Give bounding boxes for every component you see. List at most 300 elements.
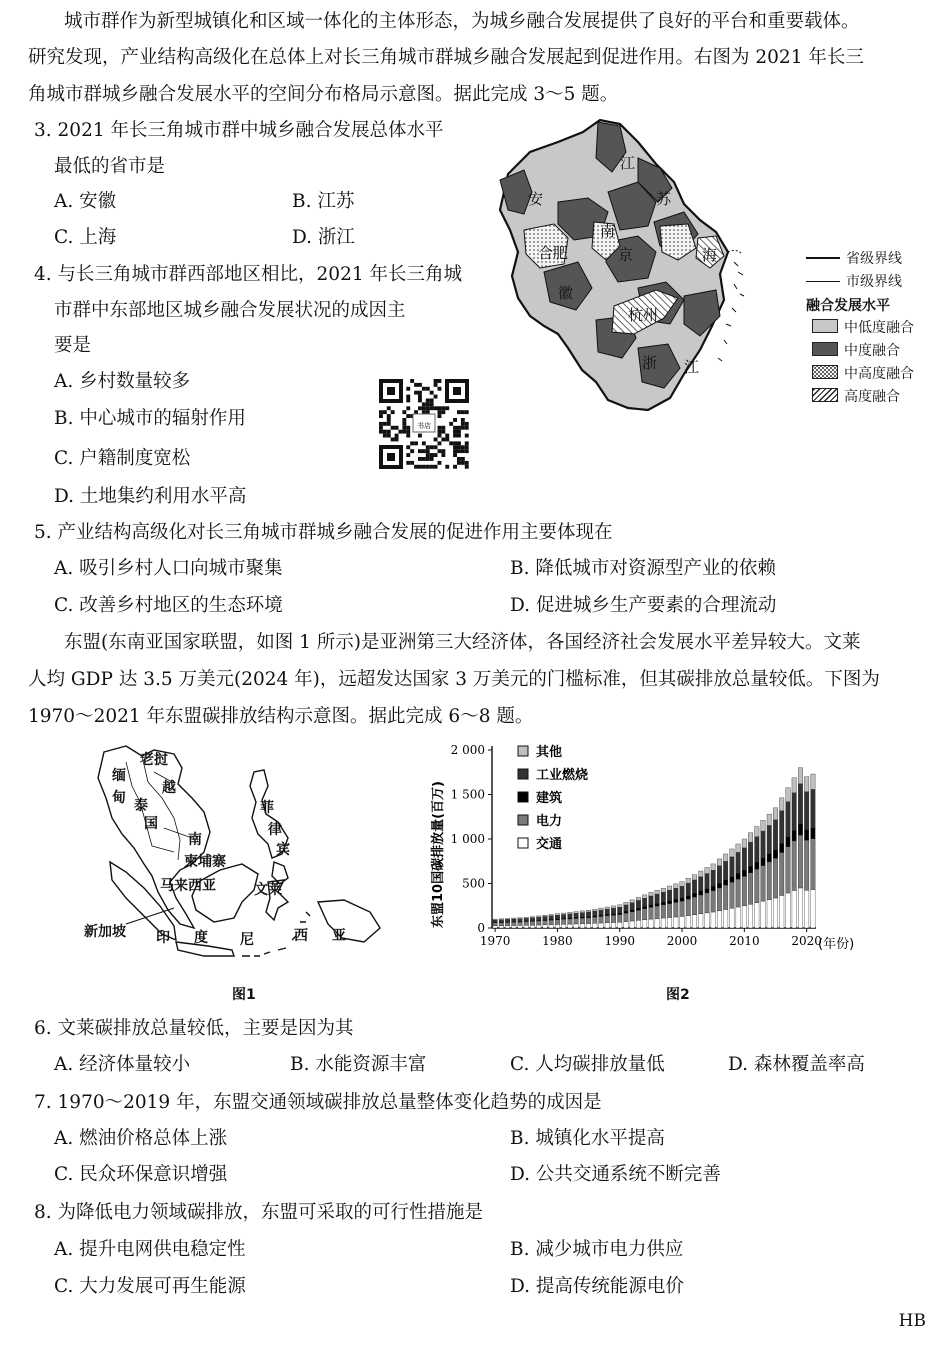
chart-bar-segment [755, 837, 759, 862]
q4-option-d[interactable]: D. 土地集约利用水平高 [54, 486, 247, 507]
chart-bar-segment [698, 895, 702, 914]
chart-bar-segment [599, 916, 603, 923]
chart-bar-segment [605, 916, 609, 923]
intro2-line-3: 1970～2021 年东盟碳排放结构示意图。据此完成 6～8 题。 [28, 706, 534, 727]
q5-option-b[interactable]: B. 降低城市对资源型产业的依赖 [510, 558, 776, 579]
figure2-caption: 图2 [666, 987, 690, 1003]
chart-bar-segment [593, 909, 597, 911]
chart-bar-segment [717, 911, 721, 928]
chart-bar-segment [742, 839, 746, 848]
chart-bar-segment [717, 859, 721, 866]
chart-bar-segment [723, 885, 727, 909]
chart-bar-segment [792, 841, 796, 891]
chart-bar-segment [611, 922, 615, 928]
chart-bar-segment [499, 926, 503, 928]
chart-bar-segment [705, 867, 709, 873]
map-label-jiang2: 江 [684, 358, 700, 376]
chart-bar-segment [561, 915, 565, 919]
chart-bar-segment [549, 914, 553, 915]
chart-bar-segment [730, 877, 734, 883]
chart-bar-segment [617, 907, 621, 913]
chart-bar-segment [586, 924, 590, 928]
chart-bar-segment [748, 833, 752, 843]
chart-bar-segment [611, 906, 615, 908]
chart-bar-segment [792, 778, 796, 793]
chart-bar-segment [642, 920, 646, 928]
chart-bar-segment [624, 905, 628, 911]
chart-bar-segment [730, 908, 734, 928]
chart-bar-segment [580, 913, 584, 917]
chart-bar-segment [661, 892, 665, 902]
asean-label-nan: 南 [188, 832, 202, 848]
chart-bar-segment [680, 901, 684, 916]
chart-legend-label: 电力 [536, 814, 563, 829]
chart-bar-segment [555, 924, 559, 928]
chart-legend-label: 工业燃烧 [536, 768, 589, 783]
chart-bar-segment [518, 922, 522, 925]
map-label-nan: 南 [600, 222, 616, 240]
chart-legend-swatch [518, 792, 528, 802]
chart-bar-segment [723, 909, 727, 928]
asean-label-laos: 老挝 [140, 752, 168, 768]
chart-bar-segment [593, 911, 597, 916]
chart-bar-segment [811, 828, 815, 839]
asean-label-lv: 律 [268, 822, 282, 838]
chart-bar-segment [692, 897, 696, 915]
chart-bar-segment [599, 910, 603, 915]
chart-bar-segment [698, 891, 702, 895]
chart-legend-swatch [518, 746, 528, 756]
map-label-hui: 徽 [558, 284, 574, 302]
q6-stem: 6. 文莱碳排放总量较低，主要是因为其 [34, 1018, 354, 1039]
chart-bar-segment [730, 857, 734, 877]
chart-bar-segment [717, 866, 721, 883]
chart-bar-segment [742, 848, 746, 870]
chart-bar-segment [642, 898, 646, 906]
chart-bar-segment [655, 919, 659, 928]
chart-bar-segment [811, 890, 815, 928]
chart-bar-segment [605, 923, 609, 928]
chart-bar-segment [580, 917, 584, 918]
chart-bar-segment [493, 923, 497, 926]
q6-option-a[interactable]: A. 经济体量较小 [54, 1054, 191, 1075]
chart-bar-segment [617, 913, 621, 915]
chart-bar-segment [624, 911, 628, 913]
q4-option-c[interactable]: C. 户籍制度宽松 [54, 448, 191, 469]
chart-bar-segment [705, 893, 709, 913]
chart-bar-segment [773, 850, 777, 858]
chart-bar-segment [611, 914, 615, 916]
chart-bar-segment [505, 918, 509, 919]
chart-bar-segment [674, 888, 678, 899]
chart-bar-segment [549, 916, 553, 919]
q4-stem-1: 4. 与长三角城市群西部地区相比，2021 年长三角城 [34, 264, 462, 285]
chart-bar-segment [505, 919, 509, 921]
chart-bar-segment [811, 839, 815, 890]
chart-x-tick-label: 1990 [604, 934, 636, 948]
q6-option-d[interactable]: D. 森林覆盖率高 [728, 1054, 865, 1075]
map-label-an: 安 [528, 190, 544, 208]
chart-bar-segment [667, 904, 671, 918]
chart-bar-segment [804, 840, 808, 890]
chart-bar-segment [661, 902, 665, 905]
chart-bar-segment [711, 864, 715, 870]
chart-bar-segment [580, 918, 584, 924]
chart-bar-segment [574, 912, 578, 914]
chart-bar-segment [711, 870, 715, 886]
chart-bar-segment [512, 922, 516, 925]
asean-label-bin: 宾 [276, 842, 290, 858]
chart-x-tick-label: 2020 [791, 934, 822, 948]
chart-bar-segment [692, 915, 696, 928]
chart-bar-segment [692, 880, 696, 893]
chart-bar-segment [636, 900, 640, 908]
chart-bar-segment [680, 916, 684, 928]
chart-bar-segment [493, 926, 497, 928]
chart-bar-segment [580, 911, 584, 913]
q7-option-b[interactable]: B. 城镇化水平提高 [510, 1128, 665, 1149]
chart-bar-segment [773, 858, 777, 898]
q8-option-b[interactable]: B. 减少城市电力供应 [510, 1239, 684, 1260]
chart-bar-segment [798, 768, 802, 784]
chart-bar-segment [536, 917, 540, 920]
chart-bar-segment [717, 888, 721, 911]
chart-bar-segment [524, 922, 528, 926]
chart-bar-segment [667, 890, 671, 901]
chart-bar-segment [642, 909, 646, 920]
chart-bar-segment [736, 852, 740, 873]
q8-option-a[interactable]: A. 提升电网供电稳定性 [54, 1239, 246, 1260]
chart-bar-segment [505, 922, 509, 925]
chart-bar-segment [636, 920, 640, 928]
legend-level-3: 中高度融合 [812, 364, 914, 384]
chart-bar-segment [804, 792, 808, 830]
chart-y-tick-label: 500 [462, 876, 485, 891]
chart-bar-segment [717, 883, 721, 888]
asean-label-guo: 国 [144, 816, 158, 832]
map-label-hai: 海 [702, 246, 718, 264]
chart-bar-segment [568, 914, 572, 918]
legend-title: 融合发展水平 [806, 298, 890, 314]
chart-y-tick-label: 1 500 [450, 787, 485, 802]
q5-option-c[interactable]: C. 改善乡村地区的生态环境 [54, 595, 283, 616]
asean-label-yin: 印 [156, 930, 170, 946]
chart-bar-segment [692, 875, 696, 880]
chart-bar-segment [568, 924, 572, 928]
q8-option-d[interactable]: D. 提高传统能源电价 [510, 1276, 684, 1297]
footer-code: HB [898, 1311, 926, 1331]
chart-bar-segment [730, 882, 734, 908]
chart-bar-segment [611, 908, 615, 914]
q4-stem-3: 要是 [54, 335, 92, 356]
chart-bar-segment [661, 905, 665, 918]
asean-label-singapore: 新加坡 [84, 924, 126, 940]
q4-option-b[interactable]: B. 中心城市的辐射作用 [54, 408, 246, 429]
chart-bar-segment [730, 849, 734, 857]
chart-bar-segment [711, 891, 715, 912]
chart-bar-segment [667, 886, 671, 890]
chart-bar-segment [786, 847, 790, 893]
chart-bar-segment [617, 905, 621, 907]
chart-bar-segment [674, 899, 678, 902]
chart-bar-segment [536, 925, 540, 928]
chart-bar-segment [767, 814, 771, 825]
chart-bar-segment [711, 912, 715, 928]
chart-bar-segment [779, 895, 783, 928]
chart-bar-segment [798, 835, 802, 888]
chart-bar-segment [779, 798, 783, 811]
q8-stem: 8. 为降低电力领域碳排放，东盟可采取的可行性措施是 [34, 1202, 484, 1223]
q3-stem-1: 3. 2021 年长三角城市群中城乡融合发展总体水平 [34, 120, 444, 141]
chart-bar-segment [586, 918, 590, 924]
chart-bar-segment [705, 889, 709, 893]
chart-y-tick-label: 0 [477, 921, 485, 935]
qr-label: 书店 [417, 422, 431, 430]
yrd-map [488, 112, 780, 414]
chart-bar-segment [630, 900, 634, 903]
chart-bar-segment [655, 894, 659, 903]
q8-option-c[interactable]: C. 大力发展可再生能源 [54, 1276, 246, 1297]
chart-bar-segment [798, 888, 802, 928]
intro1-line-1: 城市群作为新型城镇化和区域一体化的主体形态，为城乡融合发展提供了良好的平台和重要载体。 [64, 11, 860, 32]
chart-bar-segment [642, 895, 646, 898]
chart-bar-segment [705, 913, 709, 928]
chart-bar-segment [773, 820, 777, 850]
q7-option-a[interactable]: A. 燃油价格总体上涨 [54, 1128, 228, 1149]
emission-chart [428, 738, 874, 974]
chart-bar-segment [605, 907, 609, 909]
q5-stem: 5. 产业结构高级化对长三角城市群城乡融合发展的促进作用主要体现在 [34, 522, 613, 543]
chart-bar-segment [748, 866, 752, 873]
chart-bar-segment [593, 917, 597, 923]
chart-bar-segment [686, 896, 690, 899]
q4-stem-2: 市群中东部地区城乡融合发展状况的成因主 [54, 300, 406, 321]
chart-bar-segment [811, 789, 815, 827]
chart-bar-segment [680, 886, 684, 898]
chart-bar-segment [748, 842, 752, 866]
chart-bar-segment [524, 917, 528, 918]
chart-bar-segment [630, 921, 634, 928]
chart-bar-segment [736, 873, 740, 879]
chart-bar-segment [499, 920, 503, 922]
chart-legend-label: 建筑 [536, 791, 563, 806]
chart-bar-segment [661, 918, 665, 928]
legend-level-2: 中度融合 [812, 341, 900, 361]
chart-bar-segment [755, 903, 759, 928]
chart-bar-segment [761, 820, 765, 831]
chart-bar-segment [792, 830, 796, 841]
chart-bar-segment [636, 897, 640, 900]
chart-y-tick-label: 2 000 [450, 743, 485, 757]
chart-bar-segment [804, 777, 808, 792]
chart-bar-segment [512, 926, 516, 928]
chart-bar-segment [698, 914, 702, 928]
chart-x-tick-label: 2010 [729, 934, 760, 948]
chart-bar-segment [811, 774, 815, 789]
asean-label-ni: 尼 [240, 932, 254, 948]
q7-option-c[interactable]: C. 民众环保意识增强 [54, 1164, 228, 1185]
chart-bar-segment [518, 918, 522, 919]
map-label-hefei: 合肥 [538, 244, 569, 262]
chart-bar-segment [761, 831, 765, 858]
chart-ylabel: 东盟10国碳排放量(百万) [431, 781, 446, 928]
chart-bar-segment [624, 913, 628, 921]
asean-label-tai: 泰 [134, 798, 148, 814]
chart-legend-label: 其他 [536, 745, 563, 760]
chart-bar-segment [786, 788, 790, 802]
asean-map [82, 742, 382, 970]
intro1-line-3: 角城市群城乡融合发展水平的空间分布格局示意图。据此完成 3～5 题。 [28, 84, 619, 105]
q6-option-c[interactable]: C. 人均碳排放量低 [510, 1054, 665, 1075]
chart-bar-segment [499, 923, 503, 926]
chart-bar-segment [698, 877, 702, 891]
qr-code[interactable] [378, 378, 470, 470]
chart-bar-segment [779, 843, 783, 852]
chart-bar-segment [755, 827, 759, 837]
chart-bar-segment [655, 906, 659, 918]
chart-bar-segment [636, 908, 640, 910]
chart-bar-segment [599, 915, 603, 916]
chart-bar-segment [674, 884, 678, 888]
chart-bar-segment [723, 861, 727, 880]
chart-x-tick-label: 1970 [479, 934, 511, 948]
chart-bar-segment [711, 886, 715, 890]
q6-option-b[interactable]: B. 水能资源丰富 [290, 1054, 427, 1075]
figure1-caption: 图1 [232, 987, 256, 1003]
chart-bar-segment [555, 914, 559, 915]
chart-bar-segment [655, 903, 659, 906]
q7-option-d[interactable]: D. 公共交通系统不断完善 [510, 1164, 721, 1185]
chart-bar-segment [574, 924, 578, 928]
chart-bar-segment [549, 920, 553, 924]
map-label-zhe: 浙 [642, 354, 658, 372]
asean-label-yue: 越 [162, 780, 176, 796]
asean-label-malaysia: 马来西亚 [160, 878, 216, 894]
chart-bar-segment [649, 905, 653, 907]
chart-bar-segment [779, 853, 783, 896]
chart-bar-segment [761, 858, 765, 866]
asean-label-xi: 西 [294, 928, 308, 944]
chart-bar-segment [642, 906, 646, 908]
chart-bar-segment [779, 811, 783, 844]
legend-level-4: 高度融合 [812, 387, 900, 407]
chart-bar-segment [649, 919, 653, 928]
chart-bar-segment [786, 837, 790, 847]
chart-bar-segment [605, 914, 609, 915]
chart-bar-segment [767, 900, 771, 928]
q5-option-a[interactable]: A. 吸引乡村人口向城市聚集 [54, 558, 283, 579]
map-label-su: 苏 [656, 190, 672, 208]
q3-option-c[interactable]: C. 上海 [54, 227, 117, 248]
chart-bar-segment [624, 922, 628, 928]
intro2-line-1: 东盟(东南亚国家联盟，如图 1 所示)是亚洲第三大经济体，各国经济社会发展水平差异较大。文莱 [64, 632, 861, 653]
chart-bar-segment [661, 888, 665, 892]
chart-bar-segment [755, 862, 759, 869]
chart-bar-segment [624, 902, 628, 905]
chart-bar-segment [518, 925, 522, 928]
chart-bar-segment [561, 919, 565, 924]
chart-bar-segment [649, 892, 653, 896]
chart-bar-segment [748, 873, 752, 904]
chart-x-tick-label: 1980 [542, 934, 573, 948]
chart-bar-segment [599, 923, 603, 928]
chart-bar-segment [705, 874, 709, 889]
chart-bar-segment [493, 920, 497, 922]
chart-legend-label: 交通 [536, 837, 563, 852]
chart-bar-segment [680, 882, 684, 887]
q3-option-b[interactable]: B. 江苏 [292, 191, 355, 212]
chart-bar-segment [736, 907, 740, 928]
chart-bar-segment [630, 910, 634, 912]
chart-bar-segment [543, 915, 547, 916]
chart-bar-segment [549, 925, 553, 928]
chart-bar-segment [561, 924, 565, 928]
chart-bar-segment [736, 844, 740, 852]
chart-bar-segment [586, 912, 590, 916]
chart-bar-segment [786, 802, 790, 837]
chart-bar-segment [543, 925, 547, 928]
chart-bar-segment [605, 909, 609, 914]
q5-option-d[interactable]: D. 促进城乡生产要素的合理流动 [510, 595, 777, 616]
chart-bar-segment [698, 871, 702, 877]
q7-stem: 7. 1970～2019 年，东盟交通领域碳排放总量整体变化趋势的成因是 [34, 1092, 602, 1113]
chart-bar-segment [792, 793, 796, 831]
chart-bar-segment [649, 896, 653, 905]
chart-bar-segment [630, 903, 634, 910]
map-label-hangzhou: 杭州 [628, 306, 659, 324]
chart-bar-segment [686, 916, 690, 928]
chart-bar-segment [555, 915, 559, 919]
chart-bar-segment [773, 808, 777, 820]
intro2-line-2: 人均 GDP 达 3.5 万美元(2024 年)，远超发达国家 3 万美元的门槛标准，但其碳排放总量较低。下图为 [28, 669, 880, 690]
chart-bar-segment [580, 924, 584, 928]
chart-bar-segment [593, 916, 597, 917]
chart-bar-segment [767, 825, 771, 853]
legend-city-border: 市级界线 [806, 272, 902, 292]
chart-bar-segment [574, 919, 578, 924]
chart-bar-segment [530, 918, 534, 921]
chart-legend-swatch [518, 838, 528, 848]
papua [318, 900, 380, 942]
chart-bar-segment [636, 910, 640, 920]
chart-bar-segment [518, 919, 522, 922]
chart-bar-segment [767, 862, 771, 900]
chart-bar-segment [524, 918, 528, 921]
chart-bar-segment [568, 912, 572, 914]
q4-option-a[interactable]: A. 乡村数量较多 [54, 371, 191, 392]
chart-bar-segment [761, 866, 765, 902]
chart-legend-swatch [518, 815, 528, 825]
q3-stem-2: 最低的省市是 [54, 156, 166, 177]
chart-bar-segment [798, 824, 802, 835]
asean-label-du: 度 [194, 930, 208, 946]
chart-bar-segment [524, 925, 528, 928]
chart-bar-segment [667, 901, 671, 904]
q3-option-a[interactable]: A. 安徽 [54, 191, 117, 212]
chart-bar-segment [530, 917, 534, 918]
chart-bar-segment [798, 784, 802, 824]
legend-level-1: 中低度融合 [812, 318, 914, 338]
asean-label-cambodia: 柬埔寨 [184, 854, 226, 870]
asean-label-brunei: 文莱 [254, 882, 282, 898]
chart-bar-segment [692, 893, 696, 897]
chart-bar-segment [599, 908, 603, 910]
q3-option-d[interactable]: D. 浙江 [292, 227, 355, 248]
chart-bar-segment [499, 919, 503, 920]
chart-legend-swatch [518, 769, 528, 779]
chart-bar-segment [617, 922, 621, 928]
chart-bar-segment [736, 879, 740, 907]
